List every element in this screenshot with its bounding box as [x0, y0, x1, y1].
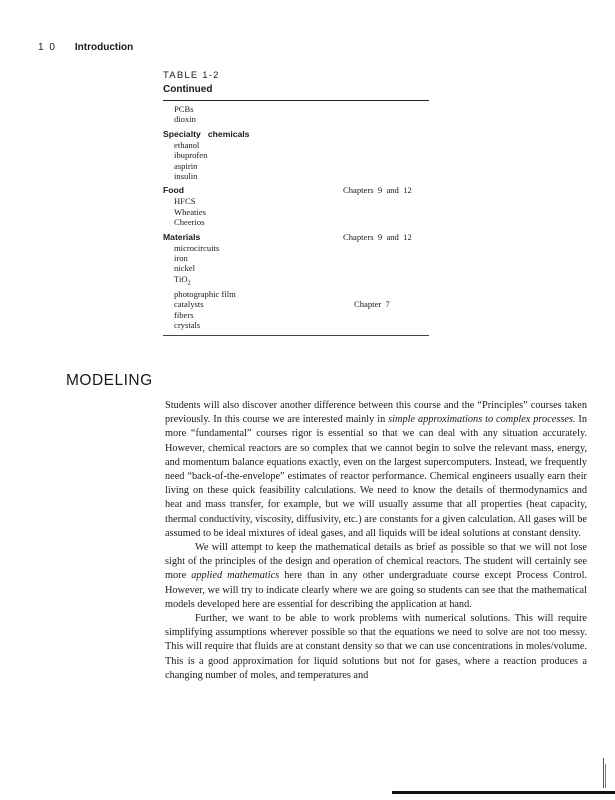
text-run: Students will also discover another difference between this course and the “Principles” courses taken previously. In this course we are interested mainly in	[165, 400, 587, 426]
item-name-text: TiO	[174, 273, 188, 284]
table-group-heading	[163, 185, 429, 196]
item-name	[163, 253, 354, 263]
paragraph-1	[165, 399, 587, 541]
item-reference	[354, 263, 429, 273]
item-name	[163, 243, 354, 253]
group-name: Specialty chemicals	[163, 128, 250, 139]
table-row	[163, 207, 429, 217]
group-reference: Chapters 9 and 12	[343, 185, 412, 196]
table-label: TABLE 1-2	[163, 70, 220, 81]
item-reference	[354, 310, 429, 320]
text-run: We will attempt to keep the mathematical details as brief as possible so that we will not lose sight of the principles of the design and operation of chemical reactors. The student will certainly see more	[165, 542, 587, 582]
item-reference	[354, 253, 429, 263]
item-name-text: photographic film	[174, 289, 236, 299]
item-name	[163, 207, 354, 217]
table-row	[163, 196, 429, 206]
page-number: 1 0	[38, 42, 57, 53]
item-name-text: fibers	[174, 309, 194, 320]
table-row	[163, 320, 429, 330]
item-name-text: nickel	[174, 263, 195, 274]
item-name	[163, 140, 354, 150]
table-group-heading	[163, 129, 429, 140]
table-1-2	[163, 70, 429, 336]
item-reference	[354, 207, 429, 217]
table-row	[163, 114, 429, 124]
item-name	[163, 161, 354, 171]
table-body	[163, 101, 429, 331]
item-reference	[354, 320, 429, 330]
page-bottom-rule	[392, 791, 615, 794]
table-row	[163, 274, 429, 289]
table-row	[163, 243, 429, 253]
group-name: Materials	[163, 231, 201, 242]
paragraph-2	[165, 541, 587, 612]
item-reference	[354, 196, 429, 206]
table-row	[163, 150, 429, 160]
item-name-text: PCBs	[174, 104, 194, 114]
item-name	[163, 217, 354, 227]
table-group	[163, 185, 429, 227]
italic-phrase: applied mathematics	[191, 570, 280, 582]
text-run: here than in any other undergraduate course except Process Control. However, we will try to indicate clearly where we are going so students can see that the mathematical models developed here are essential for describing the application at hand.	[165, 570, 588, 610]
item-name-text: crystals	[174, 320, 201, 331]
item-name-text: ethanol	[174, 139, 200, 150]
item-name-text: microcircuits	[174, 242, 220, 253]
text-run: In more “fundamental” courses rigor is essential so that we can deal with any situation accurately. However, chemical reactors are so complex that we cannot begin to solve the relevant mass, energy, and momentum balance equations exactly, even on the largest supercomputers. Instead, we frequently need “back-of-the-envelope” estimates of reactor performance. Chemical engineers usually earn their living on these quick feasibility calculations. We need to know the details of thermodynamics and heat and mass transfer, for example, but we will usually assume that all properties (heat capacity, thermal conductivity, viscosity, diffusivity, etc.) are constants for a given calculation. All gases will be assumed to be ideal mixtures of ideal gases, and all liquids will be ideal solutions at constant density.	[165, 414, 588, 539]
table-continued-label: Continued	[163, 84, 213, 95]
table-row	[163, 263, 429, 273]
table-group-heading	[163, 232, 429, 243]
item-name	[163, 274, 354, 289]
table-bottom-rule	[163, 335, 429, 336]
item-name	[163, 310, 354, 320]
item-name-text: catalysts	[174, 299, 204, 310]
item-reference	[354, 114, 429, 124]
item-name-text: ibuprofen	[174, 150, 208, 161]
item-name-text: dioxin	[174, 114, 196, 125]
table-row	[163, 217, 429, 227]
item-reference	[354, 243, 429, 253]
italic-phrase: simple approximations to complex processes.	[388, 414, 576, 426]
item-reference	[354, 274, 429, 289]
group-reference: Chapters 9 and 12	[343, 231, 412, 242]
table-row	[163, 253, 429, 263]
running-header	[38, 42, 133, 53]
item-name	[163, 263, 354, 273]
item-name-text: aspirin	[174, 160, 198, 171]
item-name	[163, 299, 354, 309]
table-group	[163, 129, 429, 182]
item-name	[163, 104, 354, 114]
section-heading: MODELING	[66, 372, 153, 389]
item-reference	[354, 217, 429, 227]
group-reference	[343, 129, 429, 140]
body-text	[165, 399, 587, 683]
running-title: Introduction	[74, 42, 134, 53]
item-name	[163, 289, 354, 299]
item-name-text: Cheerios	[174, 217, 205, 228]
item-reference	[354, 150, 429, 160]
item-reference	[354, 161, 429, 171]
table-row	[163, 104, 429, 114]
scan-edge-mark	[603, 758, 606, 788]
table-group	[163, 232, 429, 331]
item-name-text: iron	[174, 253, 188, 264]
item-reference	[354, 104, 429, 114]
item-name	[163, 150, 354, 160]
item-name	[163, 320, 354, 330]
item-reference	[354, 140, 429, 150]
table-row	[163, 161, 429, 171]
item-name-text: Wheaties	[174, 206, 206, 217]
item-reference: Chapter 7	[354, 299, 390, 310]
table-row	[163, 140, 429, 150]
table-row	[163, 289, 429, 299]
table-group	[163, 104, 429, 125]
item-name	[163, 196, 354, 206]
item-name	[163, 171, 354, 181]
text-run: Further, we want to be able to work problems with numerical solutions. This will require simplifying assumptions wherever possible so that the equations we need to solve are not too messy. This will require that fluids are at constant density so that we can use concentrations in moles/volume. This is a good approximation for liquid solutions but not for gases, where a reaction produces a changing number of moles, and temperatures and	[165, 613, 587, 681]
item-name-text: insulin	[174, 171, 198, 182]
table-row	[163, 171, 429, 181]
subscript: 2	[187, 279, 191, 287]
item-name-text: HFCS	[174, 196, 196, 207]
item-name	[163, 114, 354, 124]
paragraph-3	[165, 612, 587, 683]
table-row	[163, 299, 429, 309]
table-row	[163, 310, 429, 320]
group-name: Food	[163, 185, 184, 196]
item-reference	[354, 171, 429, 181]
item-reference	[354, 289, 429, 299]
